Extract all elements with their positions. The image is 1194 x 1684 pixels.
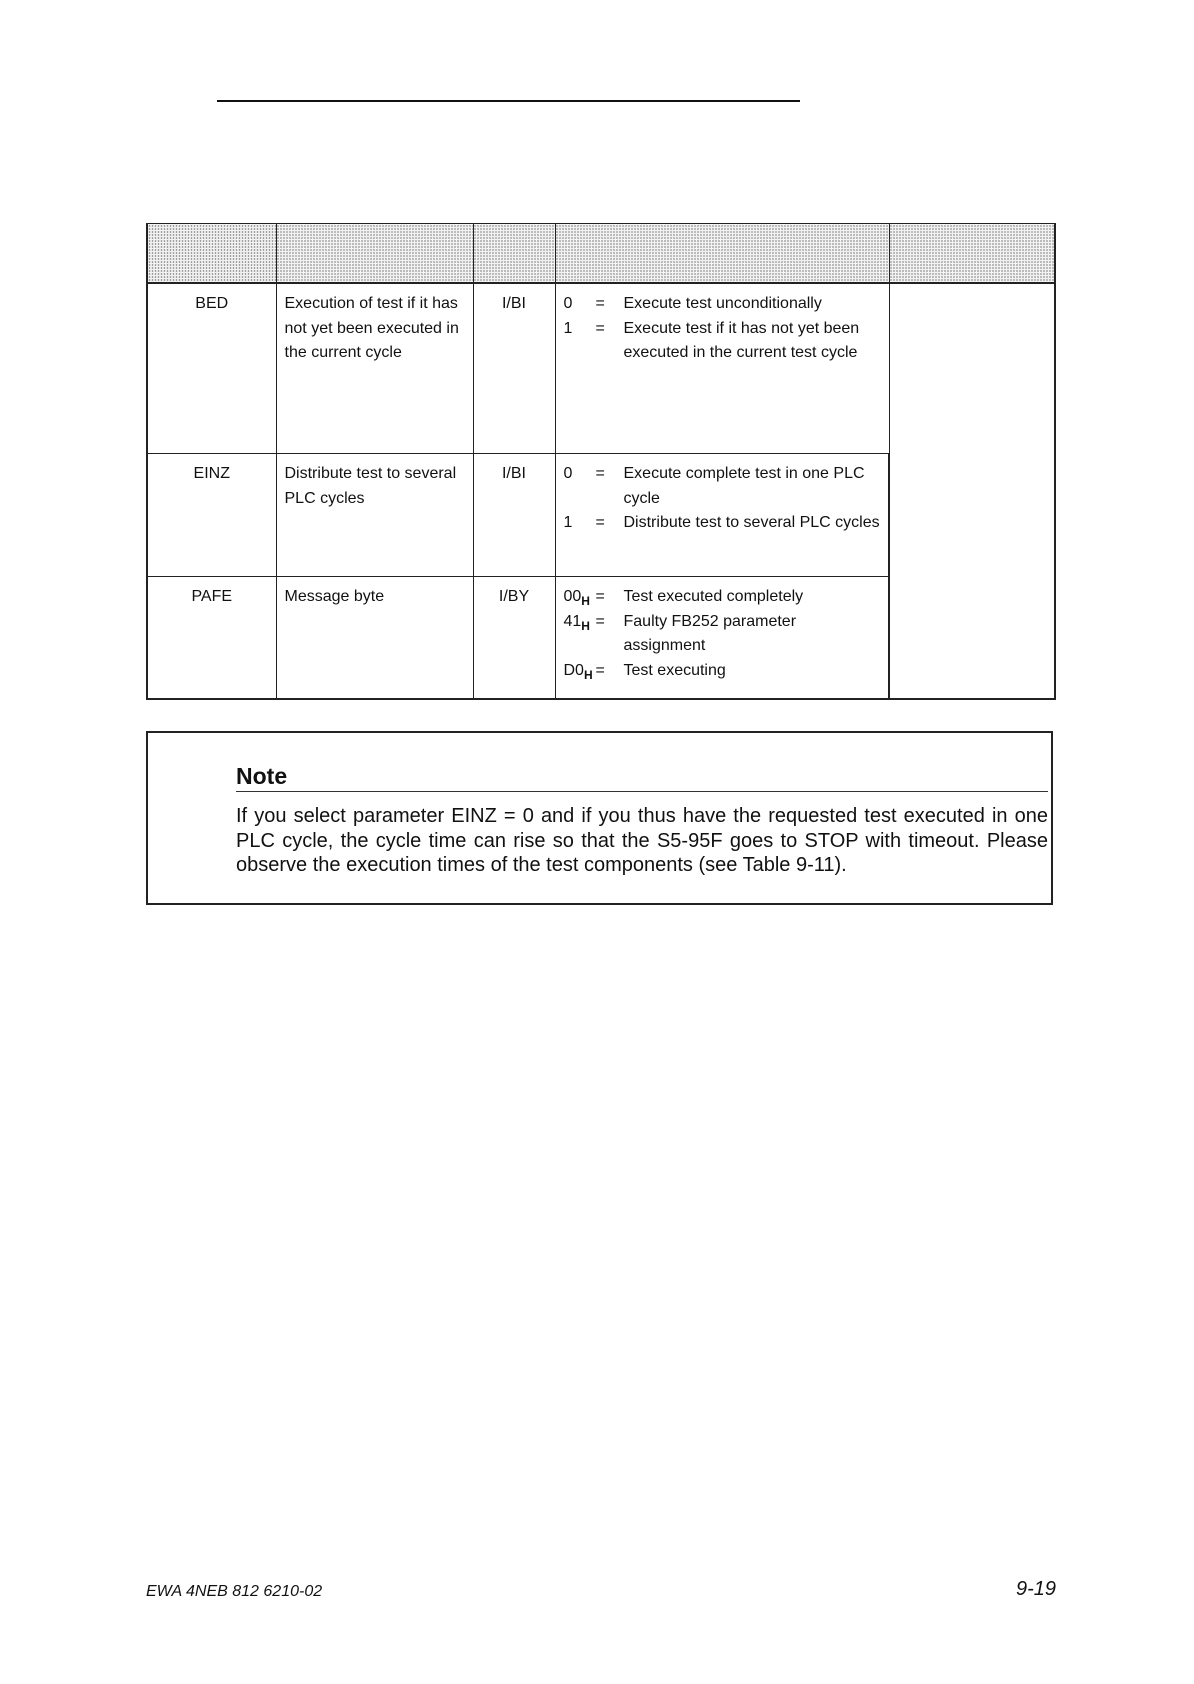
parameter-description: Execution of test if it has not yet been executed in the current cycle xyxy=(276,283,473,454)
parameter-values xyxy=(555,577,889,700)
value-equals: = xyxy=(595,295,605,312)
parameter-values xyxy=(555,454,889,577)
value-equals: = xyxy=(595,612,605,630)
value-text: Execute complete test in one PLC cycle xyxy=(623,465,865,507)
value-code: 00 xyxy=(563,588,582,605)
value-equals: = xyxy=(595,514,605,531)
value-suffix: H xyxy=(583,667,593,682)
header-cell xyxy=(147,224,276,284)
parameter-name: PAFE xyxy=(147,577,276,700)
table-row xyxy=(147,283,1055,454)
value-equals: = xyxy=(595,319,605,337)
header-cell xyxy=(276,224,473,284)
page-number: 9-19 xyxy=(1016,1578,1057,1600)
value-equals: = xyxy=(595,588,605,605)
parameter-name: BED xyxy=(147,283,276,454)
value-text: Execute test if it has not yet been executed in the current test cycle xyxy=(623,319,860,361)
value-text: Test executed completely xyxy=(623,588,804,605)
document-number: EWA 4NEB 812 6210-02 xyxy=(146,1583,323,1600)
remarks-cell xyxy=(889,283,1055,699)
note-box xyxy=(146,731,1053,905)
parameter-description: Distribute test to several PLC cycles xyxy=(276,454,473,577)
value-line xyxy=(564,317,883,366)
header-cell xyxy=(473,224,555,284)
parameter-name: EINZ xyxy=(147,454,276,577)
parameter-type: I/BI xyxy=(473,283,555,454)
value-line xyxy=(564,292,883,317)
note-title: Note xyxy=(236,761,1048,792)
parameter-description: Message byte xyxy=(276,577,473,700)
value-line xyxy=(564,610,883,659)
value-equals: = xyxy=(595,465,605,482)
value-line xyxy=(564,462,883,511)
note-body: If you select parameter EINZ = 0 and if you thus have the requested test executed in one PLC cycle, the cycle time can rise so that the S5-95F goes to STOP with timeout. Please observe the execution times of the test components (see Table 9-11). xyxy=(236,805,1048,876)
parameter-table xyxy=(146,223,1056,700)
value-line xyxy=(564,585,883,610)
value-code: 1 xyxy=(563,319,573,337)
value-text: Distribute test to several PLC cycles xyxy=(623,514,880,531)
value-line xyxy=(564,511,883,536)
value-line xyxy=(564,659,883,684)
value-suffix: H xyxy=(581,594,590,608)
value-code: D0 xyxy=(563,661,584,679)
value-code: 0 xyxy=(563,295,573,312)
header-cell xyxy=(555,224,889,284)
parameter-values xyxy=(555,283,889,454)
header-cell xyxy=(889,224,1055,284)
value-suffix: H xyxy=(581,618,590,633)
parameter-type: I/BY xyxy=(473,577,555,700)
value-text: Test executing xyxy=(623,661,726,679)
value-text: Faulty FB252 parameter assignment xyxy=(623,612,797,654)
value-text: Execute test unconditionally xyxy=(623,295,822,312)
parameter-type: I/BI xyxy=(473,454,555,577)
value-equals: = xyxy=(595,661,605,679)
header-rule xyxy=(217,100,800,102)
table-header-row xyxy=(147,224,1055,284)
value-code: 1 xyxy=(563,514,573,531)
value-code: 0 xyxy=(563,465,573,482)
value-code: 41 xyxy=(563,612,582,630)
